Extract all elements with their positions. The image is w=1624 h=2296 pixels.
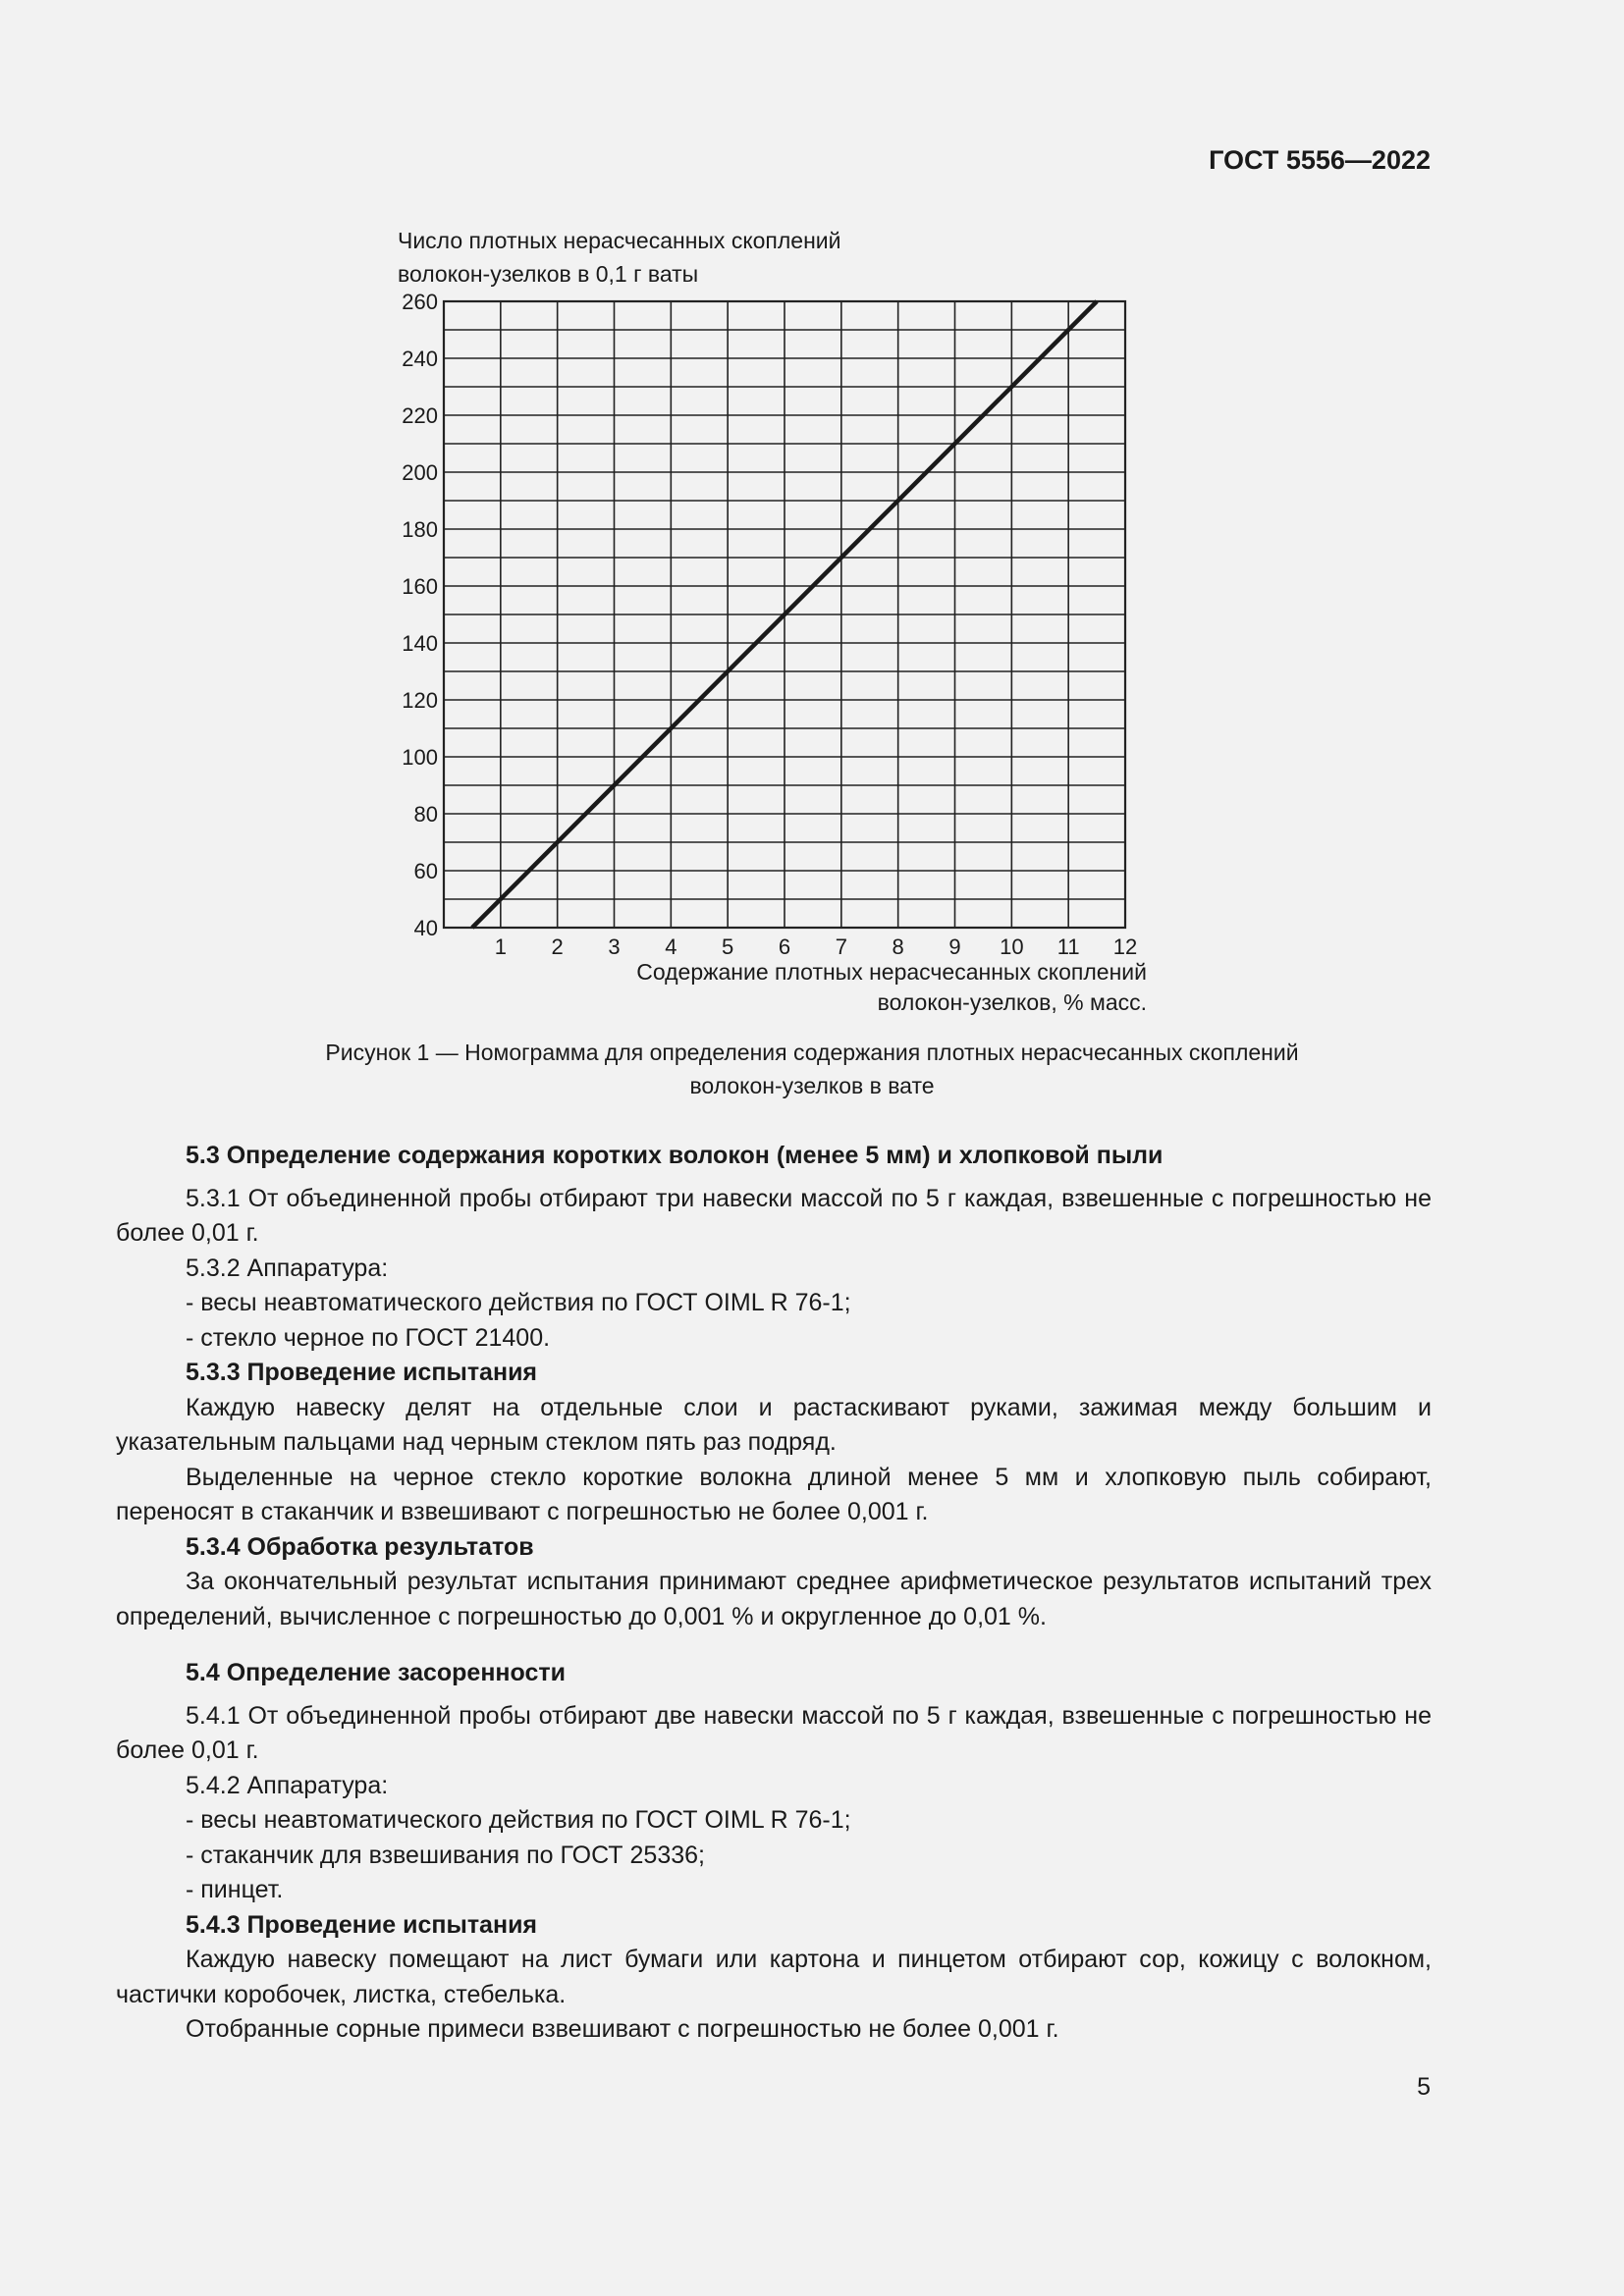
page-number: 5 bbox=[1417, 2073, 1431, 2101]
section-5-4-3-heading: 5.4.3 Проведение испытания bbox=[186, 1910, 538, 1939]
paragraph-5-3-1: 5.3.1 От объединенной пробы отбирают три навески массой по 5 г каждая, взвешенные с погрешностью не более 0,01 г. bbox=[116, 1184, 1432, 1247]
section-5-3-heading: 5.3 Определение содержания коротких волокон (менее 5 мм) и хлопковой пыли bbox=[186, 1142, 1164, 1169]
figure-caption bbox=[0, 1036, 1624, 1102]
chart-x-tick-label: 11 bbox=[1056, 934, 1080, 959]
chart-x-tick-label: 10 bbox=[1000, 934, 1024, 959]
paragraph-5-4-1: 5.4.1 От объединенной пробы отбирают две навески массой по 5 г каждая, взвешенные с погрешностью не более 0,01 г. bbox=[116, 1701, 1432, 1764]
chart-y-tick-label: 160 bbox=[402, 574, 438, 599]
chart-x-tick-label: 6 bbox=[778, 934, 791, 959]
list-item: - весы неавтоматического действия по ГОСТ OIML R 76-1; bbox=[186, 1806, 851, 1834]
chart-x-tick-label: 3 bbox=[608, 934, 621, 959]
figure-caption-line-2: волокон-узелков в вате bbox=[689, 1073, 935, 1098]
document-code: ГОСТ 5556—2022 bbox=[1209, 145, 1431, 175]
chart-x-tick-label: 5 bbox=[722, 934, 734, 959]
chart-x-tick-label: 4 bbox=[665, 934, 677, 959]
paragraph-5-3-3-a: Каждую навеску делят на отдельные слои и растаскивают руками, зажимая между большим и указательным пальцами над черным стеклом пять раз подряд. bbox=[116, 1393, 1432, 1456]
section-5-3-4-heading: 5.3.4 Обработка результатов bbox=[186, 1532, 534, 1561]
paragraph-5-4-2: 5.4.2 Аппаратура: bbox=[186, 1771, 389, 1799]
chart-y-tick-label: 240 bbox=[402, 347, 438, 371]
chart-x-tick-label: 7 bbox=[835, 934, 847, 959]
list-item: - стаканчик для взвешивания по ГОСТ 25336; bbox=[186, 1841, 705, 1869]
section-5-3-3-heading: 5.3.3 Проведение испытания bbox=[186, 1359, 538, 1386]
chart-x-tick-label: 9 bbox=[948, 934, 961, 959]
chart-y-tick-label: 140 bbox=[402, 631, 438, 656]
list-item: - весы неавтоматического действия по ГОСТ OIML R 76-1; bbox=[186, 1289, 851, 1316]
chart-x-title-line-1: Содержание плотных нерасчесанных скоплений bbox=[636, 959, 1147, 985]
list-item: - пинцет. bbox=[186, 1876, 284, 1903]
paragraph-5-3-4: За окончательный результат испытания принимают среднее арифметическое результатов испытаний трех определений, вычисленное с погрешностью до 0,001 % и округленное до 0,01 %. bbox=[116, 1568, 1432, 1630]
list-item: - стекло черное по ГОСТ 21400. bbox=[186, 1323, 551, 1352]
chart-y-tick-label: 200 bbox=[402, 460, 438, 485]
chart-y-title-line-1: Число плотных нерасчесанных скоплений bbox=[398, 228, 841, 253]
paragraph-5-4-3-a: Каждую навеску помещают на лист бумаги или картона и пинцетом отбирают сор, кожицу с волокном, частички коробочек, листка, стебелька. bbox=[116, 1946, 1432, 2008]
chart-y-tick-label: 40 bbox=[413, 916, 438, 940]
chart-x-tick-label: 8 bbox=[892, 934, 904, 959]
chart-y-tick-label: 60 bbox=[413, 859, 438, 883]
chart-y-title-line-2: волокон-узелков в 0,1 г ваты bbox=[398, 261, 699, 287]
figure-caption-line-1: Рисунок 1 — Номограмма для определения содержания плотных нерасчесанных скоплений bbox=[325, 1040, 1299, 1065]
paragraph-5-4-3-b: Отобранные сорные примеси взвешивают с погрешностью не более 0,001 г. bbox=[186, 2015, 1059, 2043]
nomogram-chart bbox=[0, 0, 1624, 982]
chart-y-tick-label: 260 bbox=[402, 290, 438, 314]
section-5-4-heading: 5.4 Определение засоренности bbox=[186, 1659, 566, 1686]
chart-y-tick-label: 180 bbox=[402, 517, 438, 542]
chart-x-tick-label: 2 bbox=[551, 934, 564, 959]
document-body bbox=[116, 1139, 1432, 2048]
chart-x-tick-label: 12 bbox=[1112, 934, 1138, 959]
chart-x-tick-label: 1 bbox=[494, 934, 507, 959]
chart-y-tick-label: 220 bbox=[402, 403, 438, 428]
paragraph-5-3-2: 5.3.2 Аппаратура: bbox=[186, 1254, 389, 1282]
chart-y-tick-label: 100 bbox=[402, 745, 438, 770]
chart-x-title-line-2: волокон-узелков, % масс. bbox=[877, 989, 1147, 1015]
chart-x-axis-title bbox=[636, 957, 1147, 1018]
chart-y-tick-label: 120 bbox=[402, 688, 438, 713]
paragraph-5-3-3-b: Выделенные на черное стекло короткие волокна длиной менее 5 мм и хлопковую пыль собирают, переносят в стаканчик и взвешивают с погрешностью не более 0,001 г. bbox=[116, 1463, 1432, 1525]
chart-y-tick-label: 80 bbox=[413, 802, 438, 827]
